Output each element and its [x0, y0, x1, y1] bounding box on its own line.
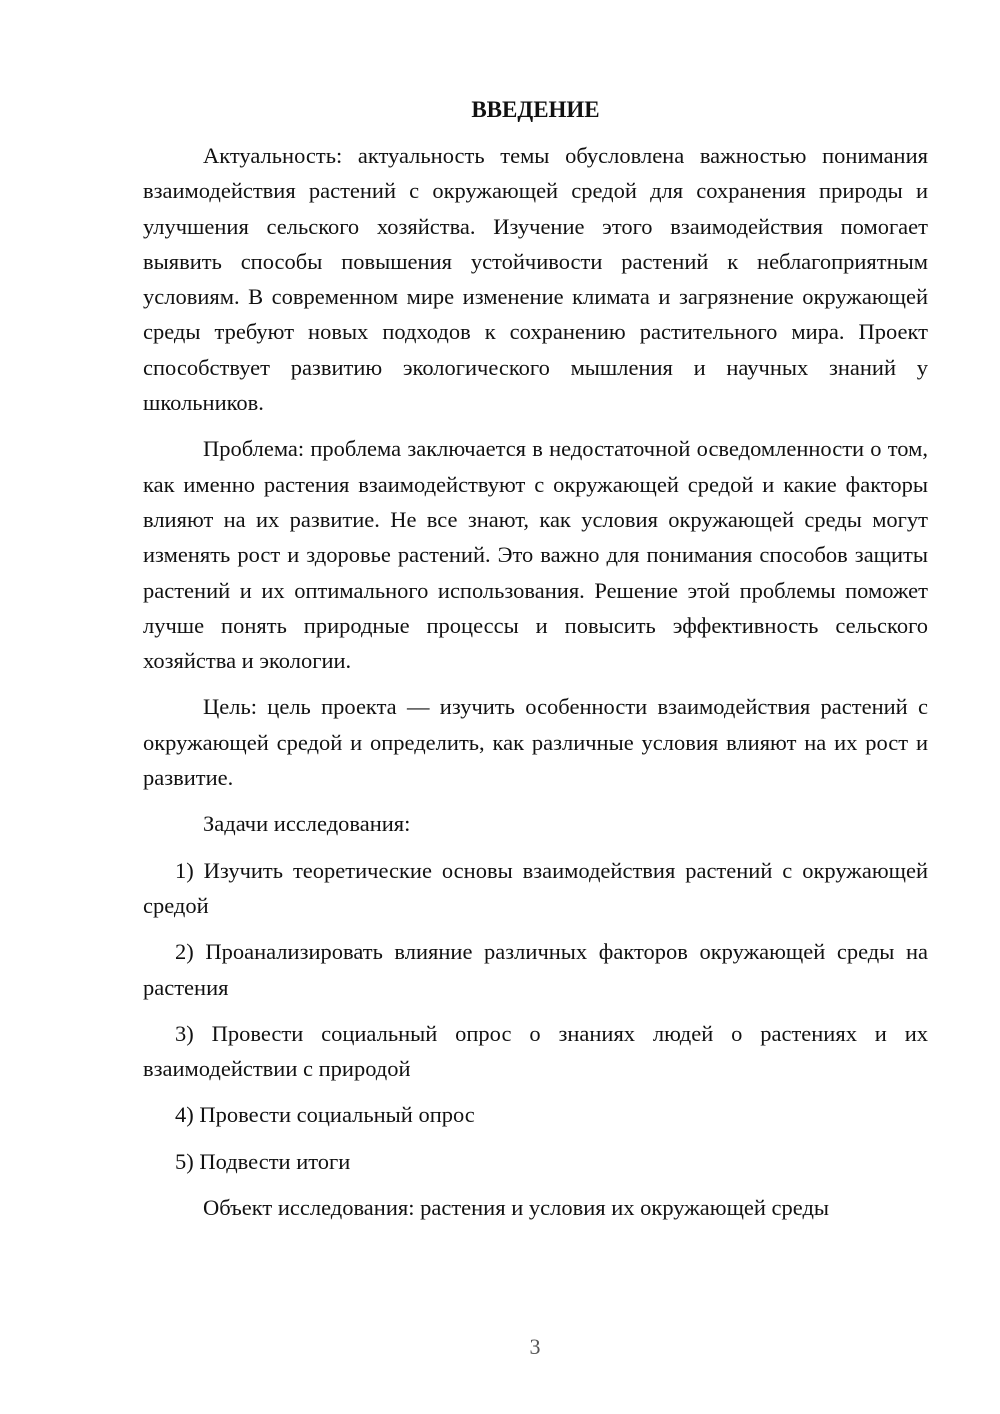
document-title: ВВЕДЕНИЕ	[471, 97, 600, 122]
task-item: 5) Подвести итоги	[175, 1148, 351, 1174]
task-item: 4) Провести социальный опрос	[175, 1102, 475, 1128]
task-item: 1) Изучить теоретические основы взаимодействия растений с окружающей средой	[143, 857, 928, 918]
task-item: 2) Проанализировать влияние различных факторов окружающей среды на растения	[143, 939, 928, 1000]
page-number: 3	[529, 1334, 541, 1359]
task-item: 3) Провести социальный опрос о знаниях людей о растениях и их взаимодействии с природой	[143, 1020, 928, 1082]
paragraph-relevance: Актуальность: актуальность темы обусловлена важностью понимания взаимодействия растений с окружающей средой для сохранения природы и улучшения сельского хозяйства. Изучение этого взаимодействия помогает выявить способы повышения устойчивости растений к неблагоприятным условиям. В современном мире изменение климата и загрязнение окружающей среды требуют новых подходов к сохранению растительного мира. Проект способствует развитию экологического мышления и научных знаний у школьников.	[143, 143, 928, 416]
paragraph-object: Объект исследования: растения и условия их окружающей среды	[203, 1195, 830, 1221]
paragraph-goal: Цель: цель проекта — изучить особенности взаимодействия растений с окружающей средой и определить, как различные условия влияют на их рост и развитие.	[143, 694, 928, 791]
tasks-heading: Задачи исследования:	[203, 811, 411, 837]
document-page	[143, 92, 928, 1225]
paragraph-problem: Проблема: проблема заключается в недостаточной осведомленности о том, как именно растения взаимодействуют с окружающей средой и какие факторы влияют на их развитие. Не все знают, как условия окружающей среды могут изменять рост и здоровье растений. Это важно для понимания способов защиты растений и их оптимального использования. Решение этой проблемы поможет лучше понять природные процессы и повысить эффективность сельского хозяйства и экологии.	[143, 436, 928, 674]
